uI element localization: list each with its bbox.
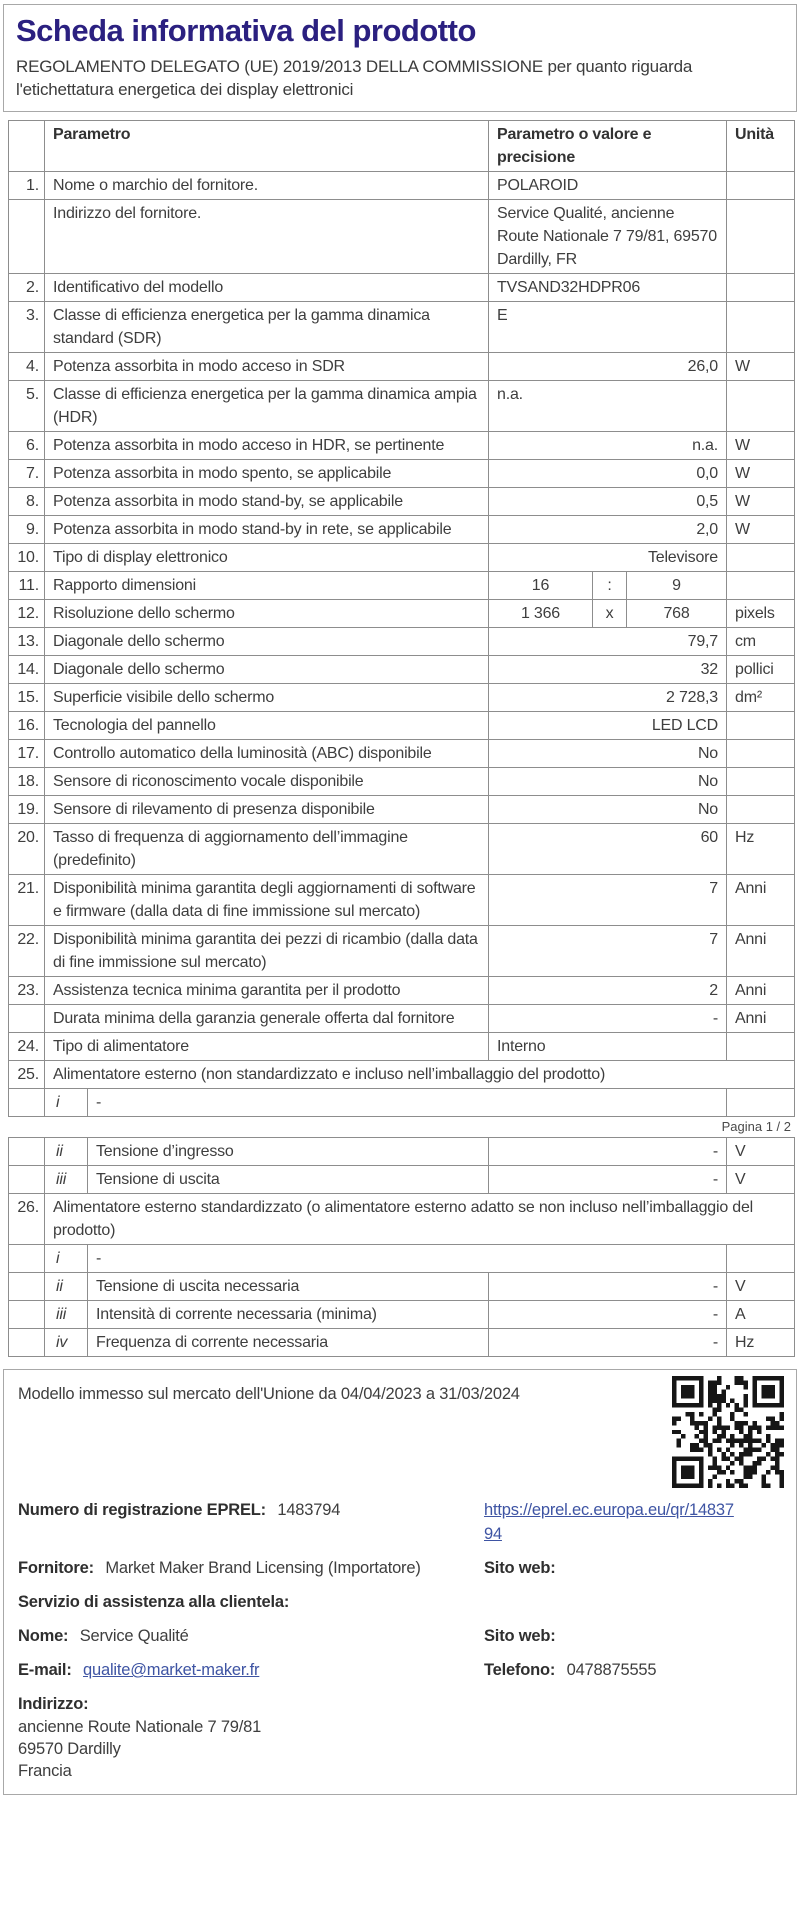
value-cell: - <box>488 1329 726 1356</box>
page-indicator: Pagina 1 / 2 <box>721 1119 791 1134</box>
value-cell: LED LCD <box>488 712 726 739</box>
param-header-cell: Parametro <box>44 121 488 171</box>
value-cell: No <box>488 796 726 823</box>
unit-cell: pollici <box>726 656 794 683</box>
roman-index-cell: i <box>44 1089 87 1116</box>
unit-cell: cm <box>726 628 794 655</box>
phone-label: Telefono: <box>484 1661 556 1679</box>
table-row <box>9 655 794 683</box>
market-period-statement: Modello immesso sul mercato dell'Unione da 04/04/2023 a 31/03/2024 <box>18 1385 520 1403</box>
value-header-cell: Parametro o valore e precisione <box>488 121 726 171</box>
table-row <box>9 627 794 655</box>
unit-cell: W <box>726 353 794 380</box>
row-number-cell: 2. <box>26 279 39 296</box>
row-number-cell: 26. <box>17 1199 39 1216</box>
value-cell: 79,7 <box>488 628 726 655</box>
table-row <box>9 1272 794 1300</box>
footer-box <box>3 1369 797 1795</box>
table-row <box>9 925 794 976</box>
eprel-number: 1483794 <box>277 1501 341 1519</box>
value-cell: 7 <box>488 926 726 976</box>
unit-cell <box>726 768 794 795</box>
row-number-cell: 20. <box>17 829 39 846</box>
address-label: Indirizzo: <box>18 1695 89 1713</box>
row-number-cell: 14. <box>17 661 39 678</box>
param-cell: Tensione di uscita necessaria <box>87 1273 488 1300</box>
table-row <box>9 459 794 487</box>
spanning-param-cell: Alimentatore esterno (non standardizzato e incluso nell’imballaggio del prodotto) <box>44 1061 794 1088</box>
roman-index-cell: iii <box>44 1166 87 1193</box>
param-cell: Controllo automatico della luminosità (ABC) disponibile <box>44 740 488 767</box>
spec-table-page-1 <box>8 120 795 1117</box>
supplier-label: Fornitore: <box>18 1559 94 1577</box>
param-cell: Nome o marchio del fornitore. <box>44 172 488 199</box>
row-number-cell <box>9 1166 44 1193</box>
table-row <box>9 599 794 627</box>
address-line: ancienne Route Nationale 7 79/81 <box>18 1718 262 1736</box>
param-cell: Indirizzo del fornitore. <box>44 200 488 273</box>
email-row <box>18 1658 782 1682</box>
name-row <box>18 1624 782 1648</box>
row-number-cell: 17. <box>17 745 39 762</box>
row-number-cell <box>9 1301 44 1328</box>
value-cell: - <box>488 1273 726 1300</box>
value-cell: n.a. <box>488 381 726 431</box>
row-number-cell: 8. <box>26 493 39 510</box>
unit-cell: W <box>726 516 794 543</box>
table-row <box>9 1138 794 1165</box>
unit-header-cell: Unità <box>726 121 794 171</box>
value-cell: Televisore <box>488 544 726 571</box>
website-label-2: Sito web: <box>484 1627 556 1645</box>
param-cell: Diagonale dello schermo <box>44 628 488 655</box>
email-label: E-mail: <box>18 1661 72 1679</box>
row-number-cell: 16. <box>17 717 39 734</box>
qr-code <box>672 1376 784 1488</box>
value-cell: - <box>488 1301 726 1328</box>
unit-cell: W <box>726 432 794 459</box>
unit-cell: V <box>726 1138 794 1165</box>
row-number-cell: 25. <box>17 1066 39 1083</box>
unit-cell <box>726 572 794 599</box>
table-row <box>9 795 794 823</box>
param-cell: Potenza assorbita in modo acceso in SDR <box>44 353 488 380</box>
unit-cell: Anni <box>726 926 794 976</box>
name-label: Nome: <box>18 1627 69 1645</box>
unit-cell: A <box>726 1301 794 1328</box>
table-row <box>9 352 794 380</box>
param-cell: Rapporto dimensioni <box>44 572 488 599</box>
row-number-cell: 4. <box>26 358 39 375</box>
param-cell: Potenza assorbita in modo stand-by in rete, se applicabile <box>44 516 488 543</box>
unit-cell: pixels <box>726 600 794 627</box>
table-row <box>9 487 794 515</box>
supplier-row <box>18 1556 782 1580</box>
unit-cell <box>726 796 794 823</box>
row-number-cell <box>9 1329 44 1356</box>
row-number-cell: 6. <box>26 437 39 454</box>
roman-index-cell: ii <box>44 1273 87 1300</box>
unit-cell: Anni <box>726 875 794 925</box>
param-cell: Tasso di frequenza di aggiornamento dell’immagine (predefinito) <box>44 824 488 874</box>
roman-index-cell: ii <box>44 1138 87 1165</box>
value-cell-a: 1 366 <box>488 600 592 627</box>
unit-cell <box>726 1245 794 1272</box>
row-number-cell: 12. <box>17 605 39 622</box>
value-cell: 2 728,3 <box>488 684 726 711</box>
table-row <box>9 431 794 459</box>
param-cell: Tipo di display elettronico <box>44 544 488 571</box>
param-cell: Classe di efficienza energetica per la gamma dinamica standard (SDR) <box>44 302 488 352</box>
value-cell: 0,0 <box>488 460 726 487</box>
param-cell: Potenza assorbita in modo stand-by, se applicabile <box>44 488 488 515</box>
page-title: Scheda informativa del prodotto <box>16 13 476 48</box>
value-cell-b: 768 <box>626 600 726 627</box>
table-row <box>9 1165 794 1193</box>
row-number-cell: 3. <box>26 307 39 324</box>
table-row <box>9 199 794 273</box>
row-number-cell <box>9 1005 44 1032</box>
value-cell: 0,5 <box>488 488 726 515</box>
row-number-cell: 10. <box>17 549 39 566</box>
param-cell: Tensione di uscita <box>87 1166 488 1193</box>
phone-number: 0478875555 <box>566 1661 657 1679</box>
table-row <box>9 711 794 739</box>
value-cell: E <box>488 302 726 352</box>
table-row <box>9 1300 794 1328</box>
roman-index-cell: iv <box>44 1329 87 1356</box>
website-label-1: Sito web: <box>484 1559 556 1577</box>
unit-cell <box>726 544 794 571</box>
value-cell: - <box>488 1166 726 1193</box>
unit-cell <box>726 274 794 301</box>
row-number-cell <box>9 121 44 171</box>
param-cell: Assistenza tecnica minima garantita per il prodotto <box>44 977 488 1004</box>
param-cell: Diagonale dello schermo <box>44 656 488 683</box>
row-number-cell <box>9 1138 44 1165</box>
unit-cell <box>726 302 794 352</box>
value-cell: 7 <box>488 875 726 925</box>
table-row <box>9 1004 794 1032</box>
table-row <box>9 1060 794 1088</box>
unit-cell: dm² <box>726 684 794 711</box>
email-link[interactable]: qualite@market-maker.fr <box>83 1661 260 1679</box>
row-number-cell: 1. <box>26 177 39 194</box>
unit-cell <box>726 200 794 273</box>
service-label: Servizio di assistenza alla clientela: <box>18 1593 290 1611</box>
param-cell: Disponibilità minima garantita degli aggiornamenti di software e firmware (dalla data di fine immissione sul mercato) <box>44 875 488 925</box>
row-number-cell: 9. <box>26 521 39 538</box>
row-number-cell: 18. <box>17 773 39 790</box>
roman-index-cell: iii <box>44 1301 87 1328</box>
row-number-cell: 23. <box>17 982 39 999</box>
row-number-cell: 5. <box>26 386 39 403</box>
value-separator-cell: : <box>592 572 626 599</box>
table-row <box>9 823 794 874</box>
value-cell: No <box>488 768 726 795</box>
value-cell-a: 16 <box>488 572 592 599</box>
value-cell: Interno <box>488 1033 726 1060</box>
unit-cell: Anni <box>726 977 794 1004</box>
param-cell: Identificativo del modello <box>44 274 488 301</box>
table-row <box>9 515 794 543</box>
spanning-param-cell: Alimentatore esterno standardizzato (o alimentatore esterno adatto se non incluso nell’imballaggio del prodotto) <box>44 1194 794 1244</box>
address-line: 69570 Dardilly <box>18 1740 121 1758</box>
table-row <box>9 121 794 171</box>
spec-table-page-2 <box>8 1137 795 1357</box>
param-cell: Tecnologia del pannello <box>44 712 488 739</box>
value-cell: 2 <box>488 977 726 1004</box>
table-row <box>9 1032 794 1060</box>
row-number-cell <box>9 200 44 273</box>
table-row <box>9 767 794 795</box>
param-cell: Tensione d’ingresso <box>87 1138 488 1165</box>
unit-cell: Hz <box>726 1329 794 1356</box>
unit-cell <box>726 1089 794 1116</box>
param-cell: Superficie visibile dello schermo <box>44 684 488 711</box>
row-number-cell: 19. <box>17 801 39 818</box>
row-number-cell <box>9 1089 44 1116</box>
row-number-cell: 7. <box>26 465 39 482</box>
value-cell: 60 <box>488 824 726 874</box>
eprel-row <box>18 1498 782 1546</box>
value-cell: No <box>488 740 726 767</box>
value-cell: TVSAND32HDPR06 <box>488 274 726 301</box>
table-row <box>9 301 794 352</box>
table-row <box>9 273 794 301</box>
address-label-row <box>18 1692 782 1716</box>
param-cell: Risoluzione dello schermo <box>44 600 488 627</box>
unit-cell <box>726 712 794 739</box>
unit-cell <box>726 381 794 431</box>
address-line: Francia <box>18 1762 72 1780</box>
value-cell: - <box>488 1138 726 1165</box>
row-number-cell: 15. <box>17 689 39 706</box>
row-number-cell: 21. <box>17 880 39 897</box>
table-row <box>9 976 794 1004</box>
param-cell: Durata minima della garanzia generale offerta dal fornitore <box>44 1005 488 1032</box>
row-number-cell <box>9 1273 44 1300</box>
value-cell-b: 9 <box>626 572 726 599</box>
row-number-cell: 11. <box>18 577 39 594</box>
value-cell: Service Qualité, ancienne Route Nationale 7 79/81, 69570 Dardilly, FR <box>488 200 726 273</box>
sub-value-cell: - <box>87 1245 726 1272</box>
sub-value-cell: - <box>87 1089 726 1116</box>
service-row <box>18 1590 782 1614</box>
table-row <box>9 171 794 199</box>
table-row <box>9 1088 794 1116</box>
service-name: Service Qualité <box>79 1627 189 1645</box>
unit-cell: Hz <box>726 824 794 874</box>
table-row <box>9 543 794 571</box>
value-cell: - <box>488 1005 726 1032</box>
param-cell: Sensore di rilevamento di presenza disponibile <box>44 796 488 823</box>
unit-cell: V <box>726 1273 794 1300</box>
row-number-cell <box>9 1245 44 1272</box>
param-cell: Tipo di alimentatore <box>44 1033 488 1060</box>
unit-cell: W <box>726 460 794 487</box>
value-cell: 2,0 <box>488 516 726 543</box>
value-cell: 32 <box>488 656 726 683</box>
eprel-url-link[interactable]: https://eprel.ec.europa.eu/qr/1483794 <box>484 1501 734 1543</box>
table-row <box>9 874 794 925</box>
unit-cell: W <box>726 488 794 515</box>
eprel-label: Numero di registrazione EPREL: <box>18 1501 266 1519</box>
supplier-name: Market Maker Brand Licensing (Importatore) <box>105 1559 421 1577</box>
address-lines <box>18 1716 782 1782</box>
table-row <box>9 1328 794 1356</box>
unit-cell <box>726 1033 794 1060</box>
value-cell: n.a. <box>488 432 726 459</box>
row-number-cell: 24. <box>17 1038 39 1055</box>
unit-cell <box>726 740 794 767</box>
param-cell: Disponibilità minima garantita dei pezzi di ricambio (dalla data di fine immissione sul mercato) <box>44 926 488 976</box>
table-row <box>9 1244 794 1272</box>
table-row <box>9 739 794 767</box>
header-box <box>3 4 797 112</box>
param-cell: Sensore di riconoscimento vocale disponibile <box>44 768 488 795</box>
row-number-cell: 13. <box>17 633 39 650</box>
param-cell: Potenza assorbita in modo spento, se applicabile <box>44 460 488 487</box>
value-cell: 26,0 <box>488 353 726 380</box>
param-cell: Potenza assorbita in modo acceso in HDR, se pertinente <box>44 432 488 459</box>
unit-cell <box>726 172 794 199</box>
param-cell: Frequenza di corrente necessaria <box>87 1329 488 1356</box>
param-cell: Classe di efficienza energetica per la gamma dinamica ampia (HDR) <box>44 381 488 431</box>
table-row <box>9 1193 794 1244</box>
row-number-cell: 22. <box>17 931 39 948</box>
unit-cell: Anni <box>726 1005 794 1032</box>
param-cell: Intensità di corrente necessaria (minima) <box>87 1301 488 1328</box>
value-cell: POLAROID <box>488 172 726 199</box>
table-row <box>9 380 794 431</box>
unit-cell: V <box>726 1166 794 1193</box>
regulation-subtitle: REGOLAMENTO DELEGATO (UE) 2019/2013 DELLA COMMISSIONE per quanto riguarda l'etichettatura energetica dei display elettronici <box>16 57 693 99</box>
roman-index-cell: i <box>44 1245 87 1272</box>
table-row <box>9 571 794 599</box>
value-separator-cell: x <box>592 600 626 627</box>
table-row <box>9 683 794 711</box>
